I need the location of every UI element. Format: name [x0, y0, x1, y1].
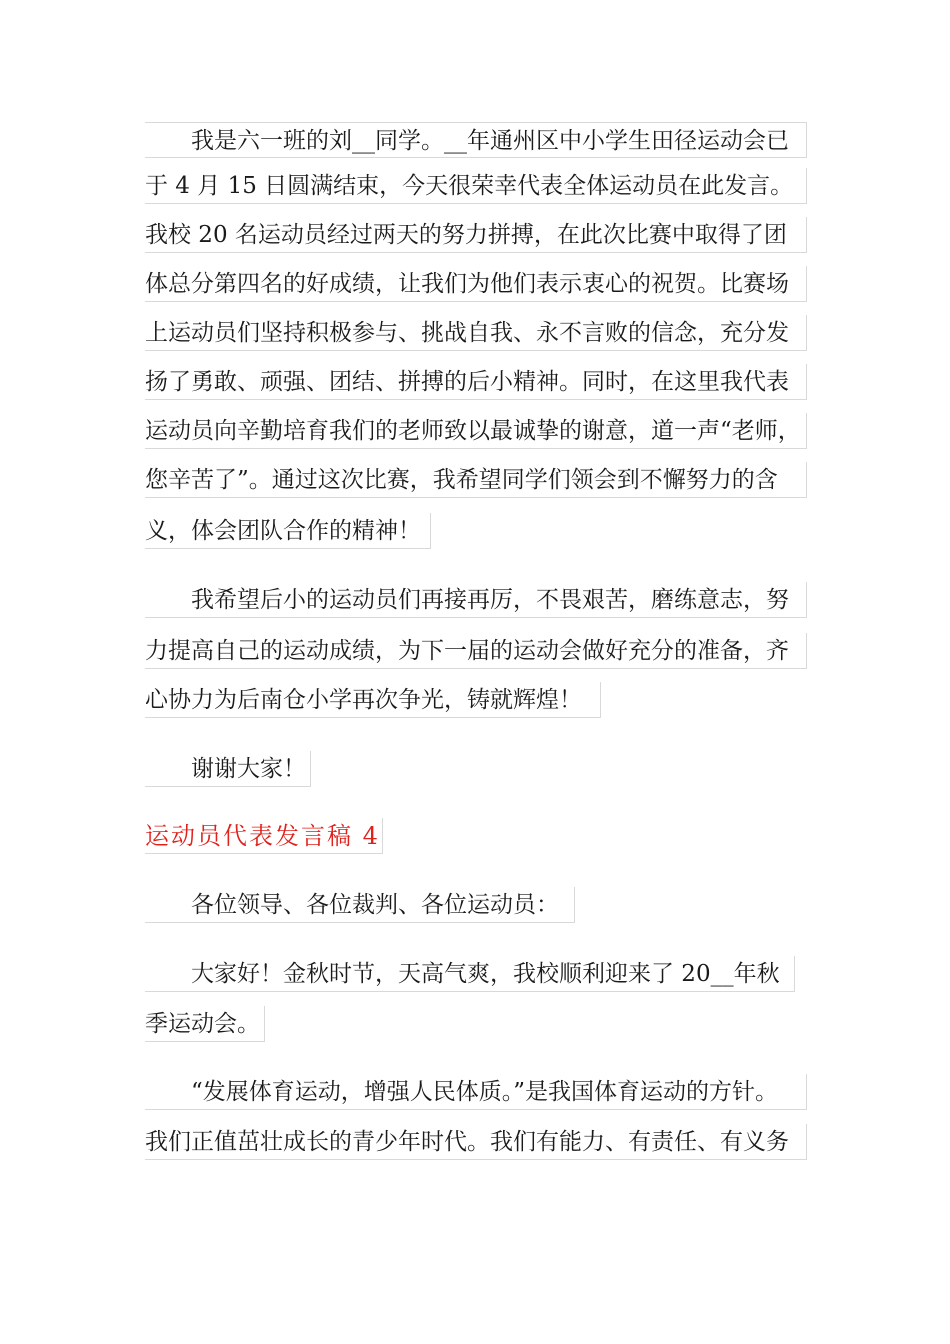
paragraph-line: 力提高自己的运动成绩，为下一届的运动会做好充分的准备，齐: [145, 633, 807, 669]
paragraph-line: 我希望后小的运动员们再接再厉，不畏艰苦，磨练意志，努: [145, 582, 807, 618]
paragraph-line: 运动员向辛勤培育我们的老师致以最诚挚的谢意，道一声“老师，: [145, 413, 807, 449]
paragraph-line: 大家好！金秋时节，天高气爽，我校顺利迎来了 20__年秋: [145, 956, 795, 992]
paragraph-line: 我们正值茁壮成长的青少年时代。我们有能力、有责任、有义务: [145, 1124, 807, 1160]
paragraph-line: 我是六一班的刘__同学。__年通州区中小学生田径运动会已: [145, 122, 807, 158]
paragraph-line: 义，体会团队合作的精神！: [145, 513, 431, 549]
section-heading: 运动员代表发言稿 4: [145, 818, 383, 854]
paragraph-line: 谢谢大家！: [145, 751, 311, 787]
paragraph-line: 体总分第四名的好成绩，让我们为他们表示衷心的祝贺。比赛场: [145, 266, 807, 302]
paragraph-line: 季运动会。: [145, 1006, 265, 1042]
paragraph-line: 心协力为后南仓小学再次争光，铸就辉煌！: [145, 682, 601, 718]
paragraph-line: 您辛苦了”。通过这次比赛，我希望同学们领会到不懈努力的含: [145, 462, 807, 498]
paragraph-line: “发展体育运动，增强人民体质。”是我国体育运动的方针。: [145, 1074, 807, 1110]
paragraph-line: 扬了勇敢、顽强、团结、拼搏的后小精神。同时，在这里我代表: [145, 364, 807, 400]
paragraph-line: 上运动员们坚持积极参与、挑战自我、永不言败的信念，充分发: [145, 315, 807, 351]
paragraph-line: 于 4 月 15 日圆满结束，今天很荣幸代表全体运动员在此发言。: [145, 168, 807, 204]
paragraph-line: 各位领导、各位裁判、各位运动员：: [145, 887, 575, 923]
paragraph-line: 我校 20 名运动员经过两天的努力拼搏，在此次比赛中取得了团: [145, 217, 807, 253]
